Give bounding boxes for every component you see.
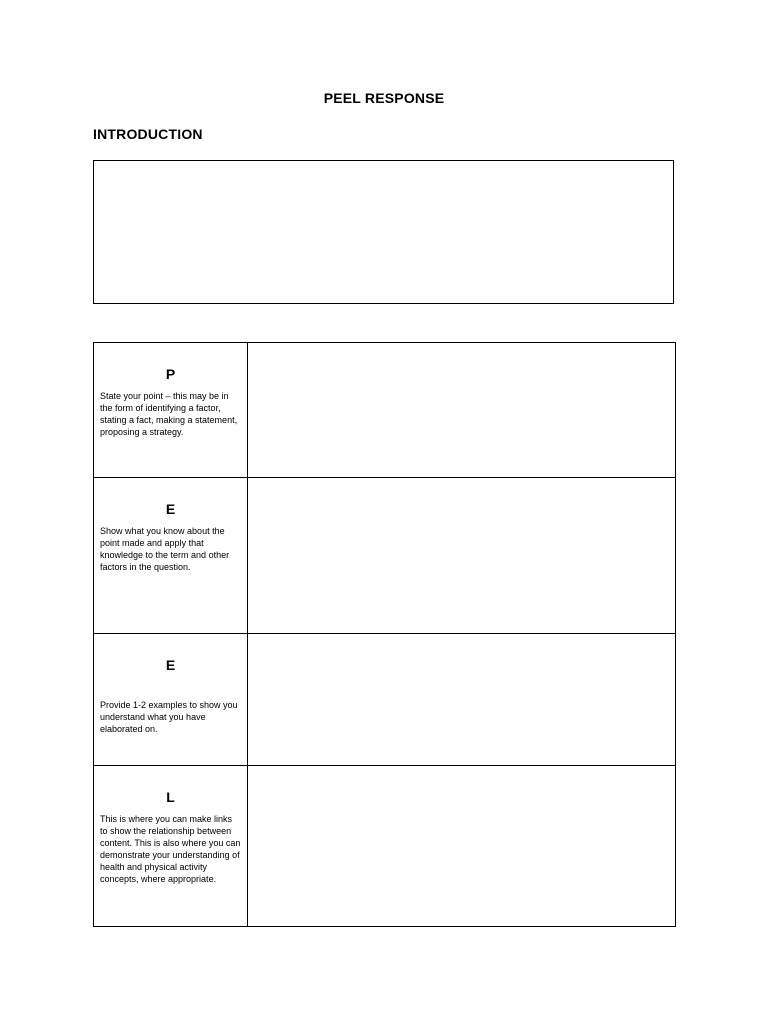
peel-description: Provide 1-2 examples to show you understand what you have elaborated on. xyxy=(100,700,238,734)
point-response-cell[interactable] xyxy=(248,343,676,478)
peel-description: This is where you can make links to show the relationship between content. This is also where you can demonstrate your understanding of health and physical activity concepts, where appropriate. xyxy=(100,814,241,884)
peel-label-cell xyxy=(94,766,248,927)
peel-description: Show what you know about the point made and apply that knowledge to the term and other factors in the question. xyxy=(100,526,230,572)
peel-letter: P xyxy=(165,366,176,382)
peel-row-point xyxy=(94,343,676,478)
example-response-cell[interactable] xyxy=(248,634,676,766)
peel-label-cell xyxy=(94,343,248,478)
peel-letter: E xyxy=(165,501,176,517)
explain-response-cell[interactable] xyxy=(248,478,676,634)
peel-letter: L xyxy=(166,789,175,805)
peel-description: State your point – this may be in the form of identifying a factor, stating a fact, making a statement, proposing a strategy. xyxy=(100,391,238,437)
introduction-heading: INTRODUCTION xyxy=(93,126,203,142)
peel-label-cell xyxy=(94,478,248,634)
peel-row-explain xyxy=(94,478,676,634)
peel-letter: E xyxy=(165,657,176,673)
introduction-response-box[interactable] xyxy=(93,160,674,304)
link-response-cell[interactable] xyxy=(248,766,676,927)
page-title: PEEL RESPONSE xyxy=(323,90,445,106)
peel-label-cell xyxy=(94,634,248,766)
peel-table xyxy=(93,342,676,927)
peel-row-example xyxy=(94,634,676,766)
peel-row-link xyxy=(94,766,676,927)
